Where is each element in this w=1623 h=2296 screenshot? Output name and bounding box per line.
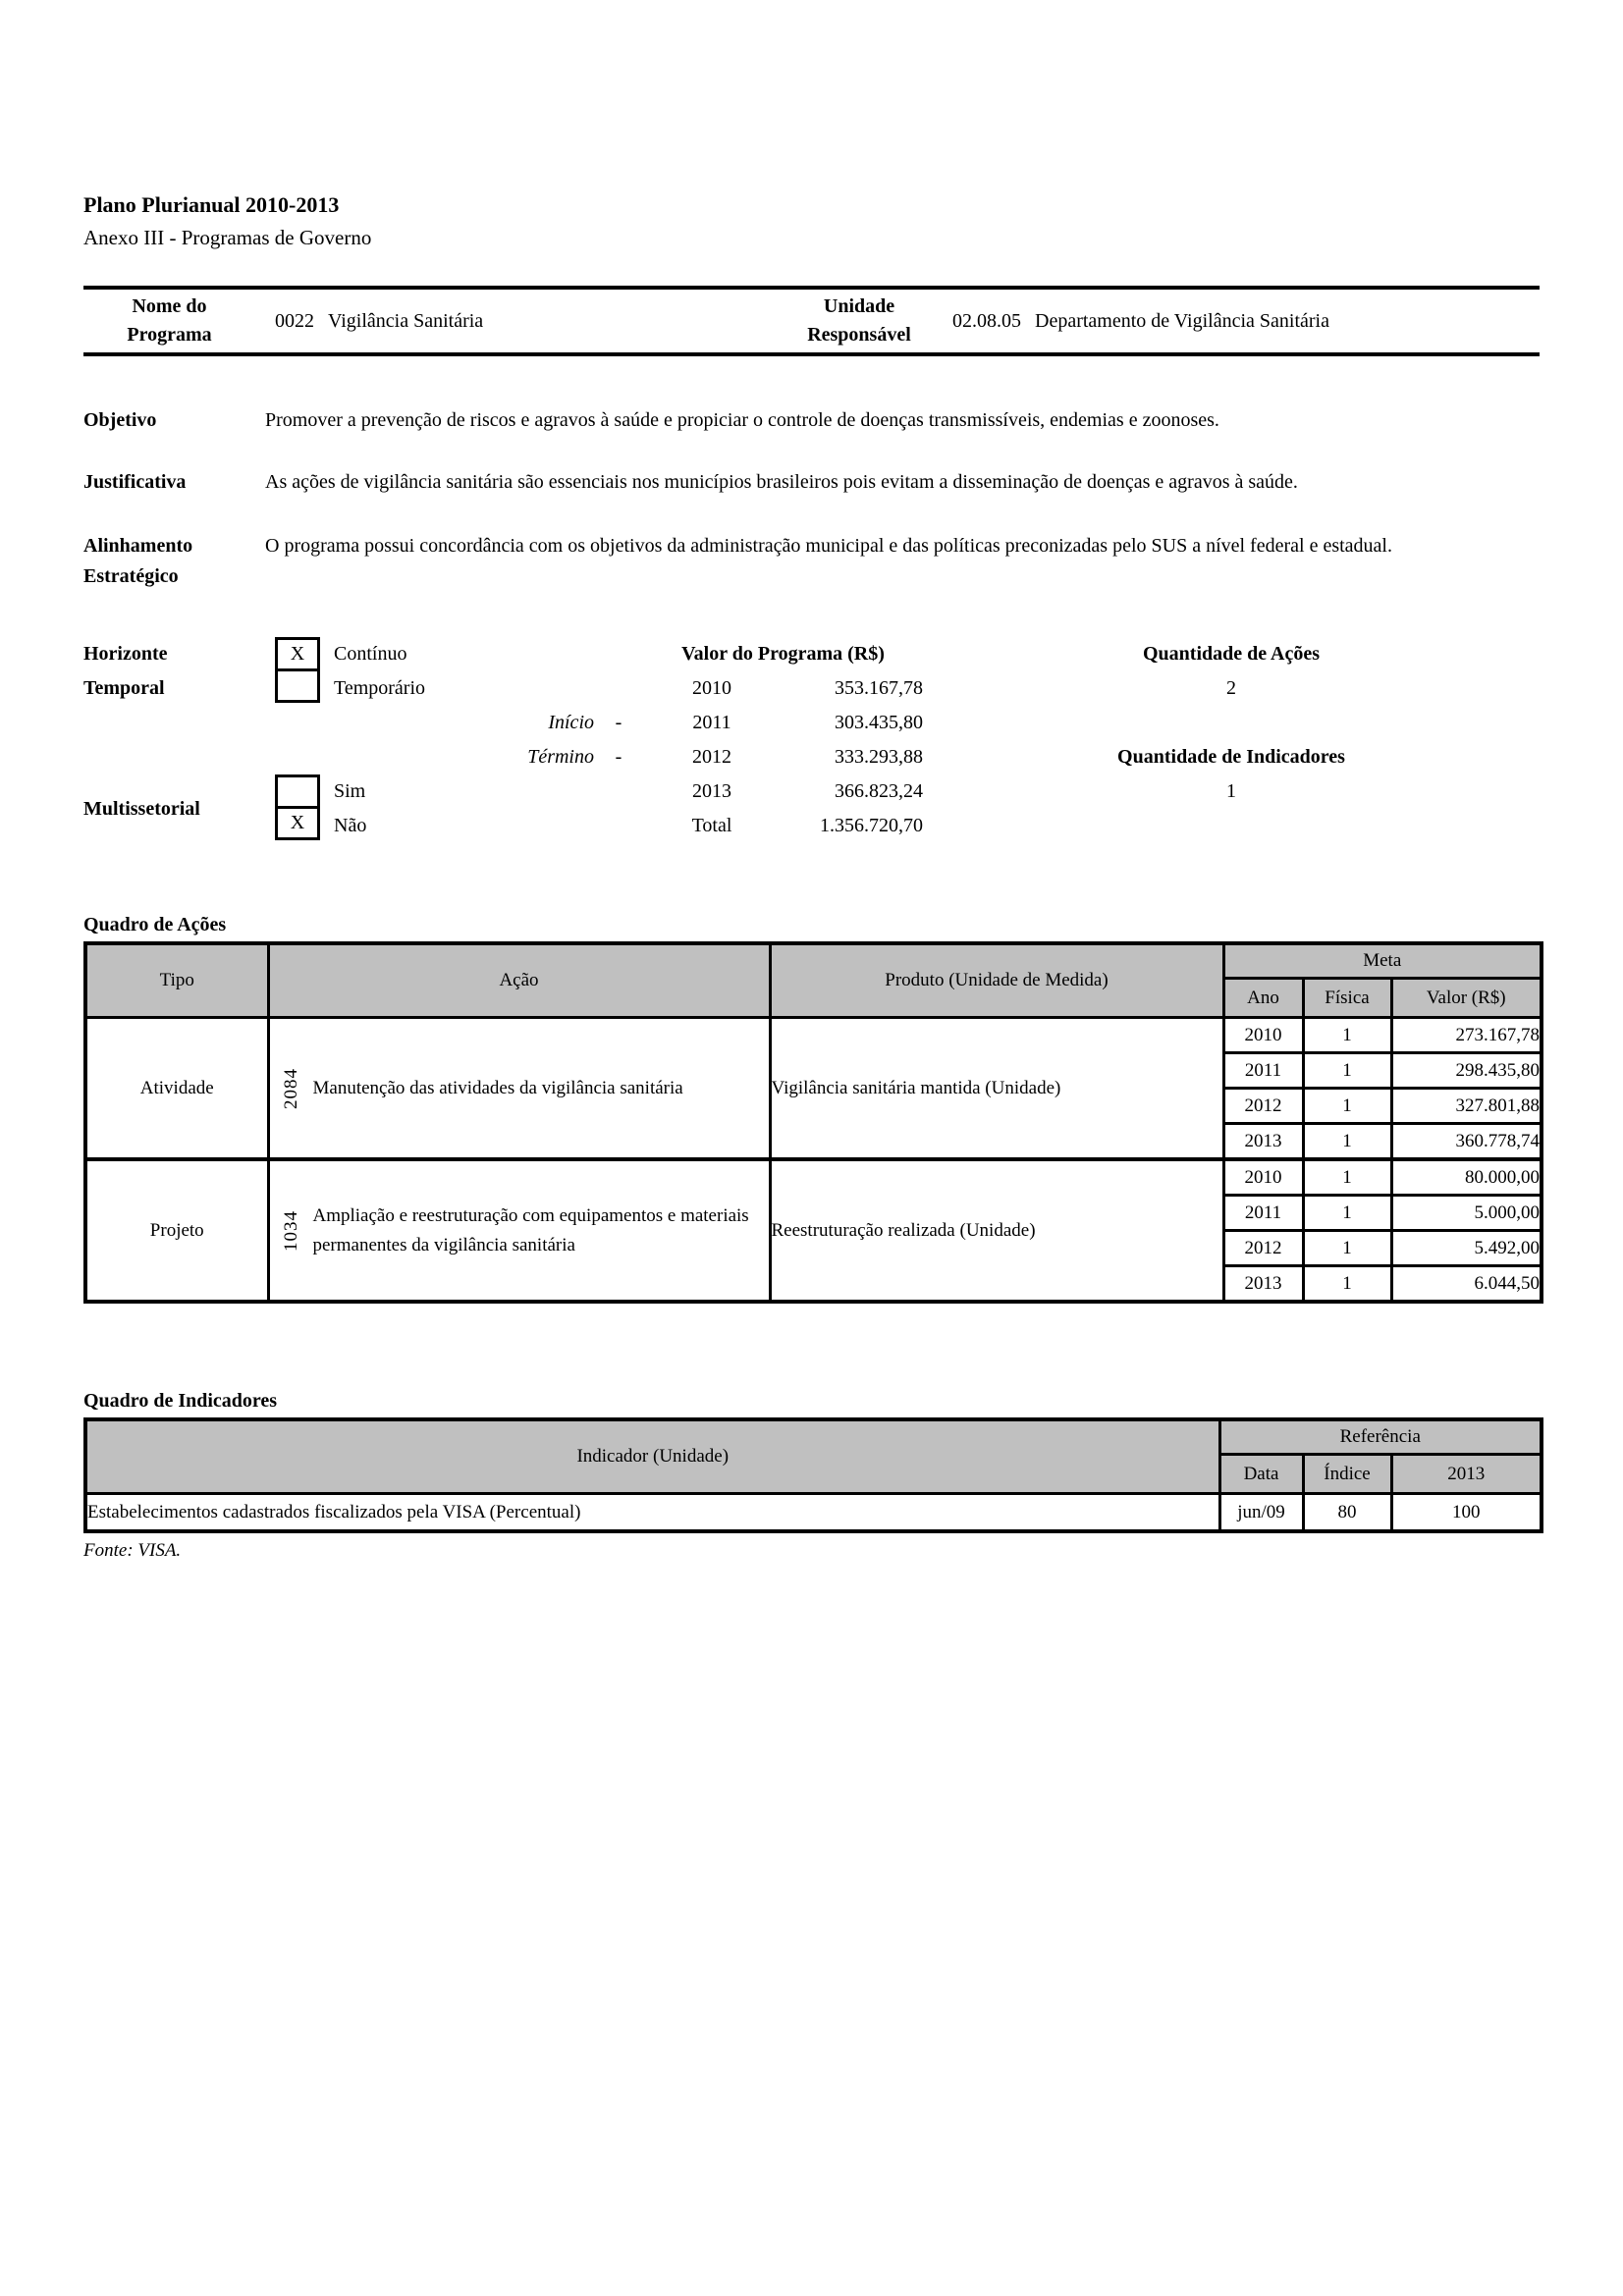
objetivo-label: Objetivo	[83, 409, 157, 432]
horizonte-temporal-block	[83, 637, 1540, 843]
quantidade-indicadores-value: 1	[1226, 780, 1236, 803]
meta-fisica: 1	[1303, 1089, 1391, 1124]
acao-cell	[268, 1159, 770, 1302]
vp-valor: 333.293,88	[835, 746, 923, 769]
inicio-label: Início	[548, 712, 594, 734]
acao-cell	[268, 1018, 770, 1160]
unit-value	[933, 310, 1540, 333]
col-header-produto: Produto (Unidade de Medida)	[770, 943, 1223, 1018]
col-header-referencia: Referência	[1219, 1419, 1542, 1455]
col-header-meta: Meta	[1223, 943, 1542, 979]
col-header-ano: Ano	[1223, 979, 1303, 1018]
indicador-nome: Estabelecimentos cadastrados fiscalizados pela VISA (Percentual)	[85, 1494, 1219, 1532]
meta-valor: 327.801,88	[1391, 1089, 1542, 1124]
vp-ano: 2011	[692, 712, 731, 734]
col-header-valor: Valor (R$)	[1391, 979, 1542, 1018]
meta-ano: 2011	[1223, 1053, 1303, 1089]
col-header-fisica: Física	[1303, 979, 1391, 1018]
unit-name: Departamento de Vigilância Sanitária	[1035, 309, 1329, 332]
nao-checkbox: X	[275, 806, 320, 840]
vp-ano: 2013	[692, 780, 731, 803]
meta-valor: 80.000,00	[1391, 1159, 1542, 1196]
meta-ano: 2010	[1223, 1159, 1303, 1196]
termino-value: -	[615, 746, 622, 769]
unit-label: Unidade Responsável	[807, 295, 911, 347]
justificativa-label: Justificativa	[83, 471, 187, 494]
col-header-indice: Índice	[1303, 1455, 1391, 1494]
unit-code: 02.08.05	[952, 309, 1021, 332]
meta-valor: 6.044,50	[1391, 1266, 1542, 1303]
horizonte-label-line1: Horizonte	[83, 643, 168, 666]
meta-ano: 2011	[1223, 1196, 1303, 1231]
program-header-band	[83, 286, 1540, 356]
meta-fisica: 1	[1303, 1231, 1391, 1266]
quadro-indicadores-table	[83, 1417, 1543, 1533]
meta-fisica: 1	[1303, 1053, 1391, 1089]
acao-descricao: Ampliação e reestruturação com equipamentos e materiais permanentes da vigilância sanitária	[312, 1204, 749, 1255]
meta-ano: 2010	[1223, 1018, 1303, 1053]
meta-fisica: 1	[1303, 1196, 1391, 1231]
acao-produto: Vigilância sanitária mantida (Unidade)	[770, 1018, 1223, 1160]
section-justificativa	[83, 467, 1540, 498]
multissetorial-label: Multissetorial	[83, 797, 200, 820]
meta-fisica: 1	[1303, 1266, 1391, 1303]
temporario-checkbox	[275, 668, 320, 703]
vp-valor: 303.435,80	[835, 712, 923, 734]
col-header-data: Data	[1219, 1455, 1303, 1494]
indicador-2013: 100	[1391, 1494, 1542, 1532]
continuo-checkbox: X	[275, 637, 320, 671]
quadro-acoes-table	[83, 941, 1543, 1304]
acao-codigo: 2084	[280, 1067, 301, 1109]
meta-valor: 273.167,78	[1391, 1018, 1542, 1053]
acao-produto: Reestruturação realizada (Unidade)	[770, 1159, 1223, 1302]
objetivo-text: Promover a prevenção de riscos e agravos à saúde e propiciar o controle de doenças transmissíveis, endemias e zoonoses.	[265, 409, 1219, 432]
meta-valor: 298.435,80	[1391, 1053, 1542, 1089]
termino-label: Término	[527, 746, 594, 769]
meta-ano: 2012	[1223, 1089, 1303, 1124]
vp-valor: 353.167,78	[835, 677, 923, 700]
meta-fisica: 1	[1303, 1018, 1391, 1053]
meta-valor: 5.000,00	[1391, 1196, 1542, 1231]
program-name: Vigilância Sanitária	[328, 309, 484, 332]
col-header-acao: Ação	[268, 943, 770, 1018]
quantidade-indicadores-label: Quantidade de Indicadores	[1117, 746, 1345, 769]
vp-total-label: Total	[691, 815, 732, 837]
nao-label: Não	[334, 815, 367, 837]
quantidade-acoes-value: 2	[1226, 677, 1236, 700]
meta-valor: 5.492,00	[1391, 1231, 1542, 1266]
vp-total-valor: 1.356.720,70	[820, 815, 923, 837]
temporario-label: Temporário	[334, 677, 426, 700]
acao-tipo: Projeto	[85, 1159, 268, 1302]
meta-ano: 2012	[1223, 1231, 1303, 1266]
program-name-value	[255, 310, 785, 333]
program-name-label: Nome do Programa	[127, 295, 212, 347]
alinhamento-text: O programa possui concordância com os objetivos da administração municipal e das políticas preconizadas pelo SUS a nível federal e estadual.	[265, 535, 1392, 558]
inicio-value: -	[615, 712, 622, 734]
vp-ano: 2010	[692, 677, 731, 700]
meta-ano: 2013	[1223, 1124, 1303, 1160]
col-header-tipo: Tipo	[85, 943, 268, 1018]
quadro-acoes-heading: Quadro de Ações	[83, 914, 227, 936]
col-header-2013: 2013	[1391, 1455, 1542, 1494]
continuo-label: Contínuo	[334, 643, 407, 666]
horizonte-label-line2: Temporal	[83, 677, 165, 700]
fonte-note: Fonte: VISA.	[83, 1540, 182, 1562]
meta-fisica: 1	[1303, 1159, 1391, 1196]
col-header-indicador: Indicador (Unidade)	[85, 1419, 1219, 1494]
acao-tipo: Atividade	[85, 1018, 268, 1160]
meta-valor: 360.778,74	[1391, 1124, 1542, 1160]
indicador-indice: 80	[1303, 1494, 1391, 1532]
acao-descricao: Manutenção das atividades da vigilância sanitária	[312, 1077, 683, 1098]
indicador-data: jun/09	[1219, 1494, 1303, 1532]
acao-codigo: 1034	[280, 1209, 301, 1252]
quantidade-acoes-label: Quantidade de Ações	[1142, 643, 1321, 666]
doc-subtitle: Anexo III - Programas de Governo	[83, 226, 372, 250]
vp-valor: 366.823,24	[835, 780, 923, 803]
sim-checkbox	[275, 774, 320, 809]
valor-programa-header: Valor do Programa (R$)	[681, 643, 885, 666]
meta-fisica: 1	[1303, 1124, 1391, 1160]
section-alinhamento	[83, 531, 1540, 592]
justificativa-text: As ações de vigilância sanitária são essenciais nos municípios brasileiros pois evitam a disseminação de doenças e agravos à saúde.	[265, 471, 1298, 494]
doc-title: Plano Plurianual 2010-2013	[83, 192, 340, 217]
meta-ano: 2013	[1223, 1266, 1303, 1303]
section-objetivo	[83, 405, 1540, 436]
program-code: 0022	[275, 309, 314, 332]
sim-label: Sim	[334, 780, 366, 803]
alinhamento-label: Alinhamento Estratégico	[83, 535, 193, 588]
vp-ano: 2012	[692, 746, 731, 769]
quadro-indicadores-heading: Quadro de Indicadores	[83, 1390, 278, 1413]
